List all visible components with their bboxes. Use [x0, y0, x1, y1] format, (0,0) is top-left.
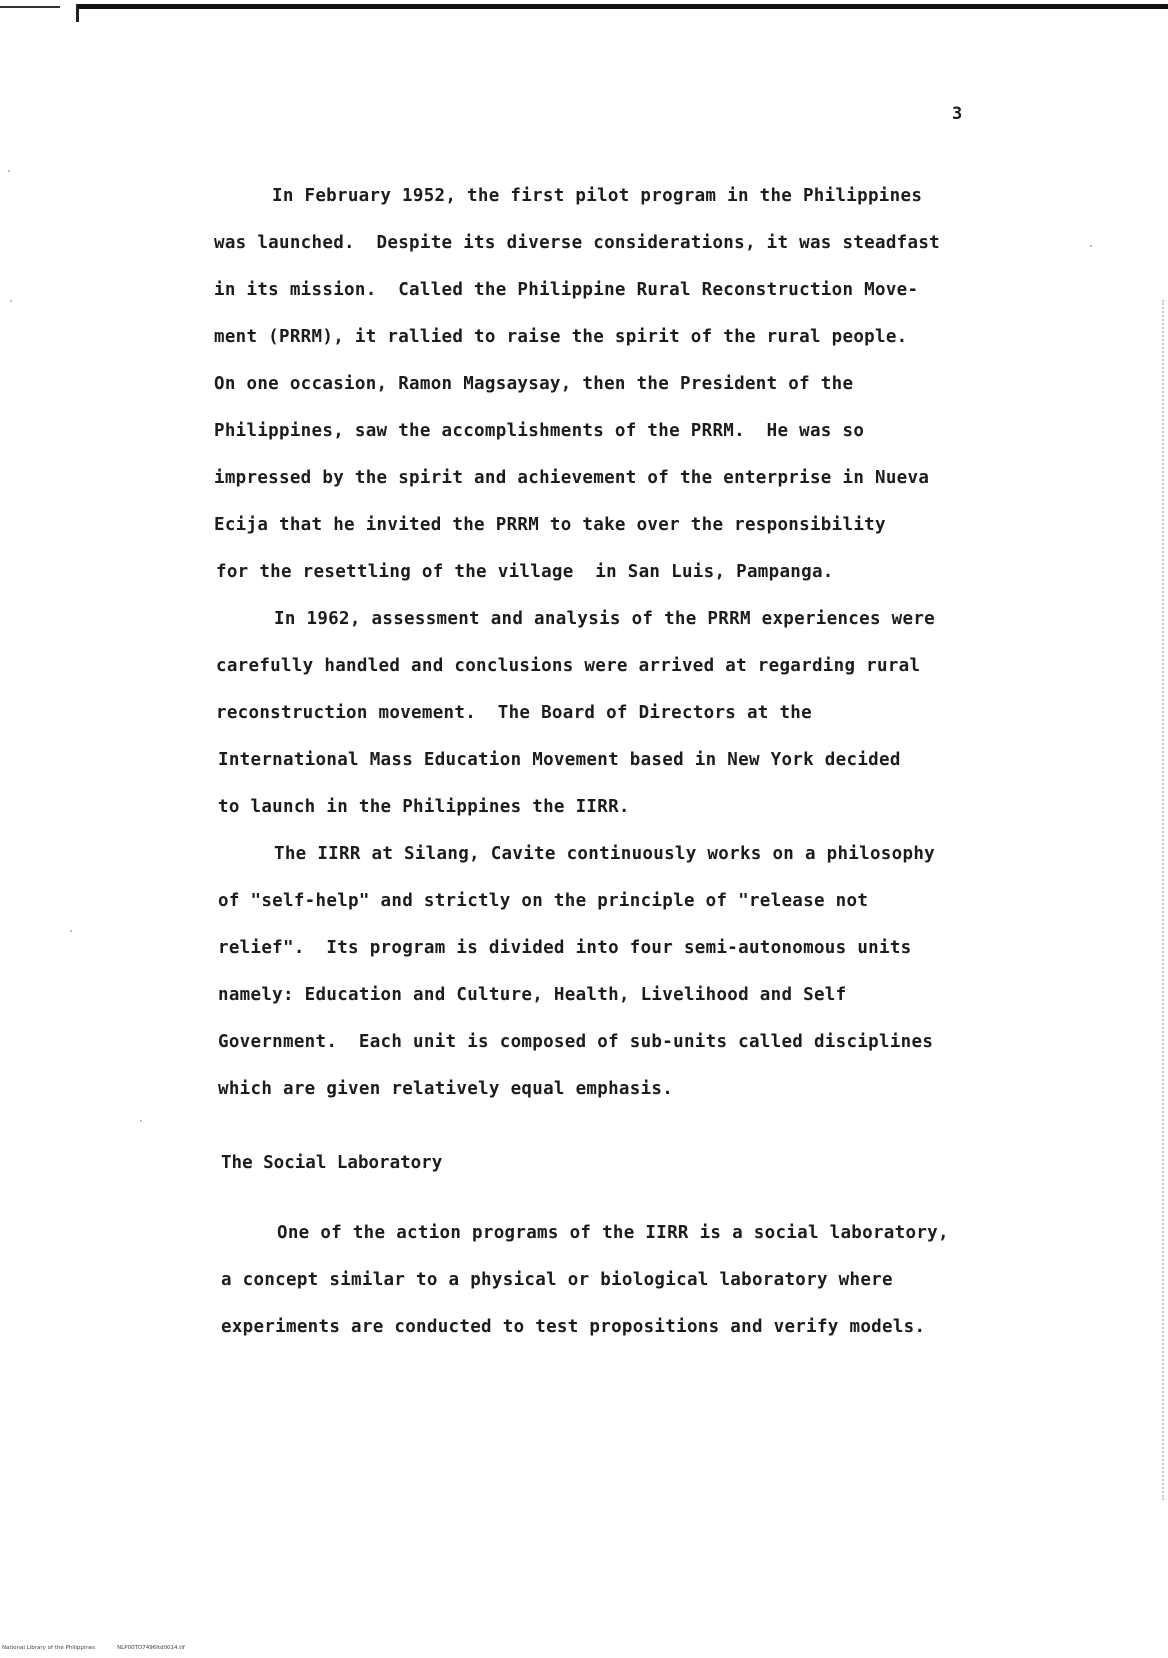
paragraph-line: The IIRR at Silang, Cavite continuously works on a philosophy	[274, 844, 935, 864]
footer-library: National Library of the Philippines	[2, 1645, 96, 1651]
scan-speck	[8, 170, 10, 172]
paragraph-line: On one occasion, Ramon Magsaysay, then the President of the	[214, 374, 854, 394]
paragraph-line: for the resettling of the village in San Luis, Pampanga.	[216, 562, 834, 582]
scan-speck	[10, 300, 12, 302]
paragraph-line: experiments are conducted to test propositions and verify models.	[221, 1317, 926, 1337]
scan-speck	[140, 1120, 142, 1122]
paragraph-line: in its mission. Called the Philippine Rural Reconstruction Move-	[214, 280, 919, 300]
paragraph-line: International Mass Education Movement based in New York decided	[218, 750, 901, 770]
paragraph-line: which are given relatively equal emphasis.	[218, 1079, 674, 1099]
paragraph-line: to launch in the Philippines the IIRR.	[218, 797, 630, 817]
paragraph-line: In February 1952, the first pilot program in the Philippines	[272, 186, 923, 206]
paragraph-line: impressed by the spirit and achievement of the enterprise in Nueva	[214, 468, 930, 488]
paragraph-line: a concept similar to a physical or biological laboratory where	[221, 1270, 893, 1290]
paragraph-line: reconstruction movement. The Board of Directors at the	[216, 703, 812, 723]
scan-right-edge	[1160, 300, 1164, 1500]
page-number: 3	[952, 104, 963, 124]
paragraph-line: Philippines, saw the accomplishments of the PRRM. He was so	[214, 421, 865, 441]
paragraph-line: carefully handled and conclusions were arrived at regarding rural	[216, 656, 921, 676]
paragraph-line: namely: Education and Culture, Health, Livelihood and Self	[218, 985, 847, 1005]
scan-footer	[2, 1645, 207, 1651]
footer-file-id: NLP00TD7496Itd0014.tif	[117, 1645, 185, 1651]
paragraph-line: Government. Each unit is composed of sub-units called disciplines	[218, 1032, 934, 1052]
scan-speck	[1090, 245, 1092, 247]
scan-speck	[70, 930, 72, 932]
paragraph-line: ment (PRRM), it rallied to raise the spirit of the rural people.	[214, 327, 908, 347]
paragraph-line: One of the action programs of the IIRR is a social laboratory,	[277, 1223, 949, 1243]
paragraph-line: In 1962, assessment and analysis of the PRRM experiences were	[274, 609, 935, 629]
paragraph-line: relief". Its program is divided into four semi-autonomous units	[218, 938, 912, 958]
paragraph-line: was launched. Despite its diverse considerations, it was steadfast	[214, 233, 941, 253]
scan-edge-top	[78, 4, 1168, 9]
scan-edge-left	[0, 6, 60, 8]
section-heading: The Social Laboratory	[221, 1153, 443, 1173]
paragraph-line: of "self-help" and strictly on the principle of "release not	[218, 891, 869, 911]
paragraph-line: Ecija that he invited the PRRM to take over the responsibility	[214, 515, 886, 535]
